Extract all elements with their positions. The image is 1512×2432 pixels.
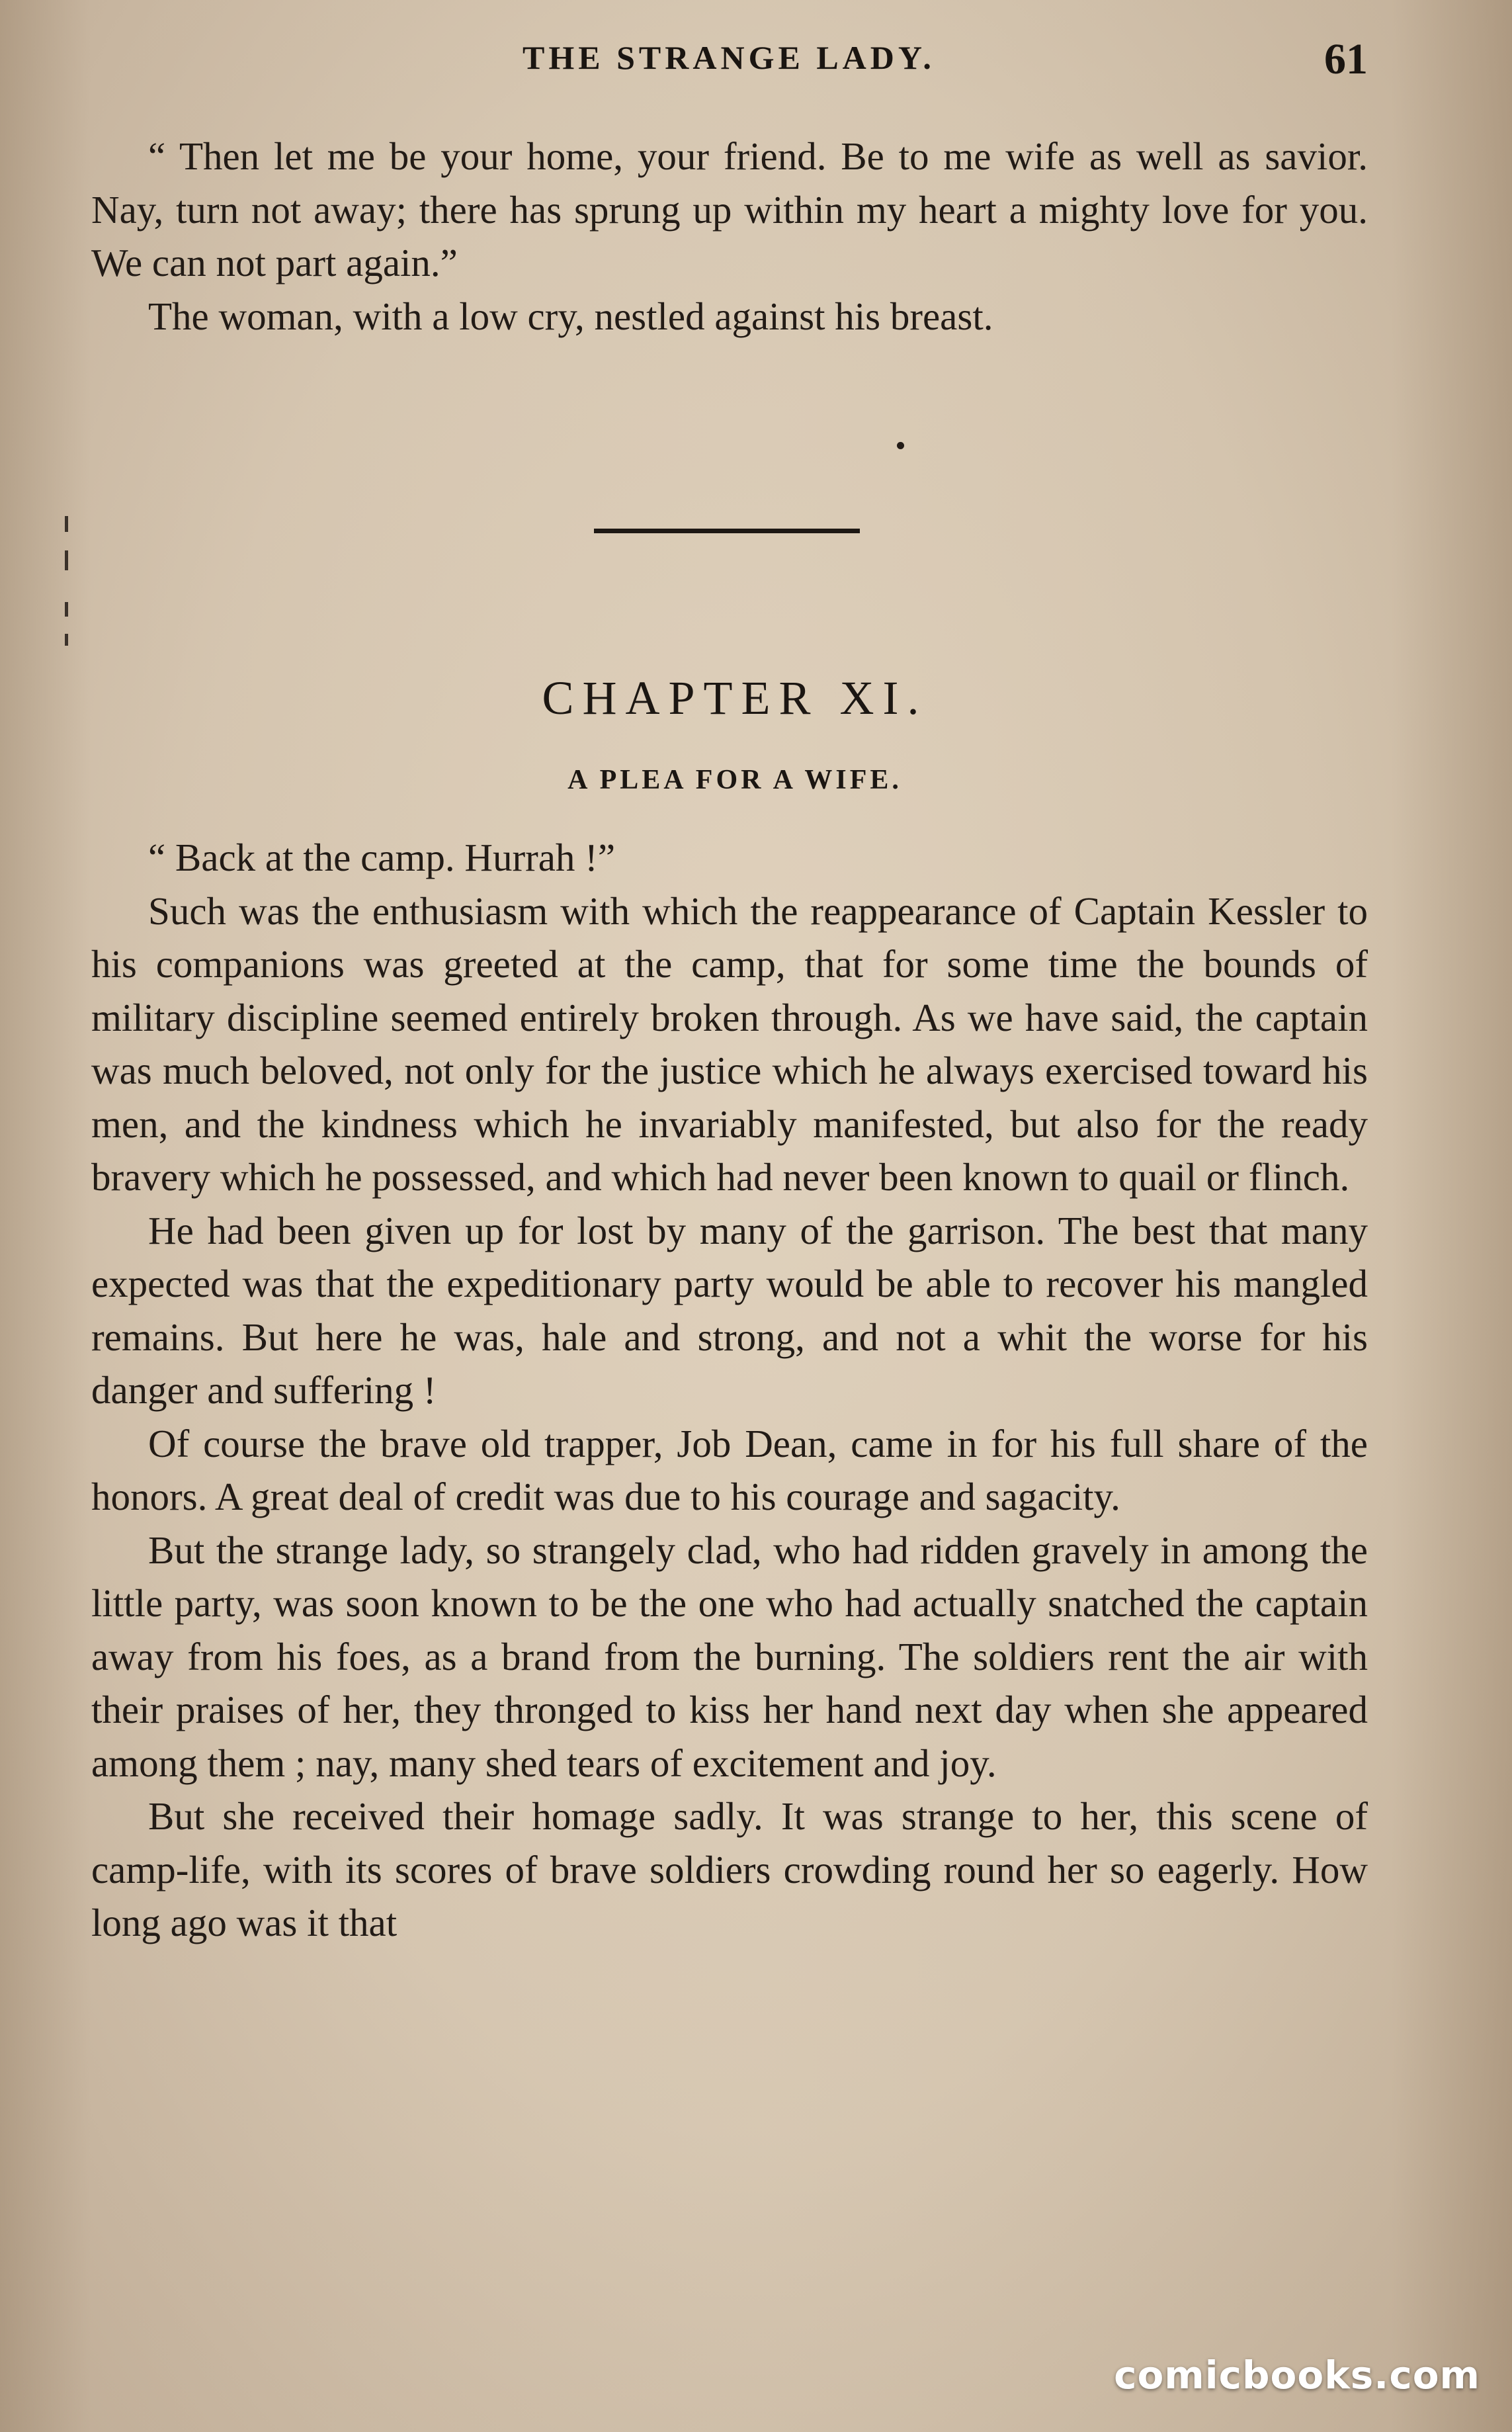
paragraph: But she received their homage sadly. It was strange to her, this scene of camp-life, with its scores of brave soldiers crowding round her so eagerly. How long ago was it that (91, 1794, 1368, 1944)
page-number: 61 (1324, 35, 1368, 83)
paragraph: Such was the enthusiasm with which the reappearance of Captain Kessler to his companions was greeted at the camp, that for some time the bounds of military discipline seemed entirely broken through. As we have said, the captain was much beloved, not only for the justice which he always exercised toward his men, and the kindness which he invariably manifested, but also for the ready bravery which he possessed, and which had never been known to quail or flinch. (91, 889, 1368, 1199)
section-divider (594, 529, 860, 533)
margin-marks (65, 516, 71, 648)
paragraph: Of course the brave old trapper, Job Dean, came in for his full share of the honors. A great deal of credit was due to his courage and sagacity. (91, 1421, 1368, 1518)
paragraph: “ Then let me be your home, your friend. Be to me wife as well as savior. Nay, turn not away; there has sprung up within my heart a mighty love for you. We can not part again.” (91, 134, 1368, 284)
paragraph: But the strange lady, so strangely clad, who had ridden gravely in among the little party, was soon known to be the one who had actually snatched the captain away from his foes, as a brand from the burning. The soldiers rent the air with their praises of her, they thronged to kiss her hand next day when she appeared among them ; nay, many shed tears of excitement and joy. (91, 1528, 1368, 1785)
chapter-subtitle: A PLEA FOR A WIFE. (567, 765, 902, 795)
page-header (0, 35, 1512, 85)
paragraph: “ Back at the camp. Hurrah !” (148, 836, 616, 879)
chapter-body (91, 831, 1368, 1950)
watermark: comicbooks.com (1114, 2353, 1480, 2398)
ornament-dot (897, 442, 904, 449)
chapter-heading: CHAPTER XI. (542, 672, 928, 724)
paragraph: He had been given up for lost by many of the garrison. The best that many expected was that the expeditionary party would be able to recover his mangled remains. But here he was, hale and strong, and not a whit the worse for his danger and suffering ! (91, 1208, 1368, 1412)
paragraph: The woman, with a low cry, nestled against his breast. (148, 294, 993, 338)
running-title: THE STRANGE LADY. (523, 39, 935, 76)
previous-chapter-ending (91, 130, 1368, 343)
